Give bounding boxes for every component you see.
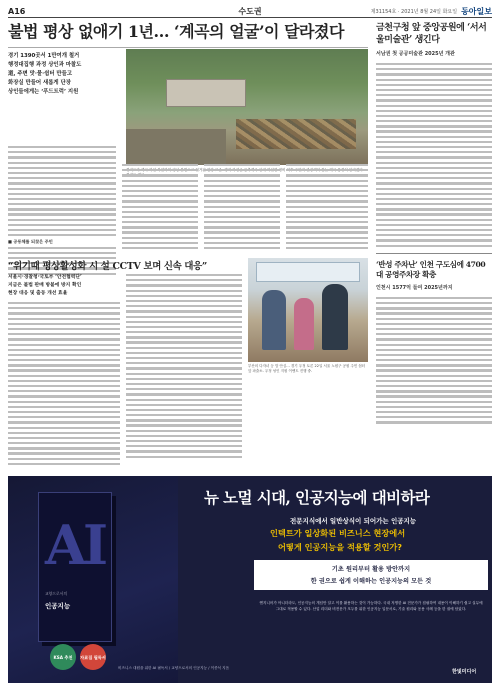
recommend-badge: 자료집 필독서: [80, 644, 106, 670]
person-shape: [262, 290, 286, 350]
book-title: 인공지능: [45, 602, 71, 610]
cctv-body-col-2: [126, 274, 242, 461]
main-photo: [126, 49, 368, 165]
main-deck: [8, 52, 118, 97]
book-label: 비즈니스 대원을 위한 AI 필독서 / 교양으로서의 인공지능 / 이종석 지음: [118, 666, 230, 670]
book-cover-letters: AI: [45, 513, 105, 577]
people-photo: [248, 258, 368, 362]
person-shape: [294, 298, 314, 350]
right-body-1: [376, 63, 492, 247]
main-headline: 불법 평상 없애기 1년… ‘계곡의 얼굴’이 달라졌다: [8, 22, 368, 48]
right-body-2: [376, 297, 492, 424]
right-headline: 금천구청 앞 중앙공원에 ‘서서울미술관’ 생긴다: [376, 23, 487, 45]
person-shape: [322, 284, 348, 350]
section-name: 수도권: [238, 7, 262, 16]
cctv-body-col-1: [8, 302, 120, 468]
page-number: A16: [8, 7, 26, 16]
main-article: [8, 22, 368, 172]
page-header: [8, 6, 492, 18]
ad-highlight-2: 어떻게 인공지능을 적용할 것인가?: [278, 542, 403, 552]
deck-line: 화장실 만들어 새롭게 단장: [8, 80, 71, 86]
cctv-headline: “위기때 평상활성화 시 설 CCTV 보며 신속 대응”: [8, 261, 208, 272]
issue-date: 제31154호 · 2021년 8월 24일 화요일: [370, 9, 458, 15]
deck-line: 현장 대응 및 출동 개선 효율: [8, 291, 68, 296]
book-subtitle: 교양으로서의: [45, 591, 68, 596]
ksa-badge: KSA 추천: [50, 644, 76, 670]
main-body-col-2: [122, 164, 198, 252]
people-photo-caption: 부산의 다자녀 등 맘 안심… 경기 우정 토론 22일 서울 노원구 공원 주민 쉼터 앞 파출소. 우정 성인 지원 이벤트 진행 중.: [248, 364, 366, 373]
ad-body-text: 엔지니어가 아니더라도, 인공지능의 개념만 알고 이를 활용하는 것이 가능하다. 국내 저명한 AI 전문가가 집필하여 내용이 이해하기 쉽고 실무에 그대로 적용할 수 있다. 산업 리더와 비전문가 모두를 위한 인공지능 입문서로, 기술 원리와 응용 사례 등을 한 권에 담았다.: [259, 601, 483, 611]
deck-line: 지금은 불법 판매 방불에 방지 확인: [8, 283, 82, 288]
deck-line: 경기 1390곳서 1만여개 철거: [8, 53, 80, 59]
deck-line: 상인들에게는 ‘푸드트럭’ 지원: [8, 89, 79, 95]
header-right: [371, 6, 492, 17]
river-shape: [126, 129, 226, 165]
right-headline-2: ‘반성 주차난’ 인천 구도심에 4700대 공영주차장 확충: [376, 259, 486, 279]
ad-tagline: 전문지식에서 일반상식이 되어가는 인공지능: [290, 517, 417, 525]
ad-box-line-1: 기초 원리부터 활용 방안까지: [331, 566, 411, 573]
book-cover: [38, 492, 112, 642]
ad-headline: 뉴 노멀 시대, 인공지능에 대비하라: [204, 488, 430, 507]
deck-line: 道, 주변 맛·물·쉼터 만들고: [8, 71, 73, 77]
right-divider: [376, 253, 492, 254]
newspaper-logo: 동아일보: [461, 7, 492, 16]
ad-highlight-1: 인텍트가 일상화된 비즈니스 현장에서: [270, 528, 406, 538]
main-photo-caption: 철거된 정비: [195, 168, 286, 172]
deck-line: 행정대집행 과정 상인과 마찰도: [8, 62, 82, 68]
sign-shape: [256, 262, 360, 282]
right-column: [376, 22, 492, 427]
book-advertisement: [8, 476, 492, 683]
debris-shape: [236, 119, 356, 149]
ad-box-line-2: 한 권으로 쉽게 이해하는 인공지능의 모든 것: [310, 578, 432, 585]
main-body-col-4: [286, 164, 368, 252]
cctv-deck: [8, 274, 120, 298]
ad-info-box: [254, 560, 488, 590]
right-subheadline: 서남권 첫 공공미술관 2025년 개관: [376, 51, 455, 57]
main-subhead: ■ 공동체를 되찾은 주민: [8, 239, 53, 245]
right-subheadline-2: 인천시 1577억 들여 2025년까지: [376, 284, 453, 291]
main-body-col-3: [204, 164, 280, 252]
deck-line: 서울시·경찰청·국토부 ‘안전협력단’: [8, 275, 82, 280]
publisher-logo: 한빛미디어: [452, 669, 477, 675]
building-shape: [166, 79, 246, 107]
